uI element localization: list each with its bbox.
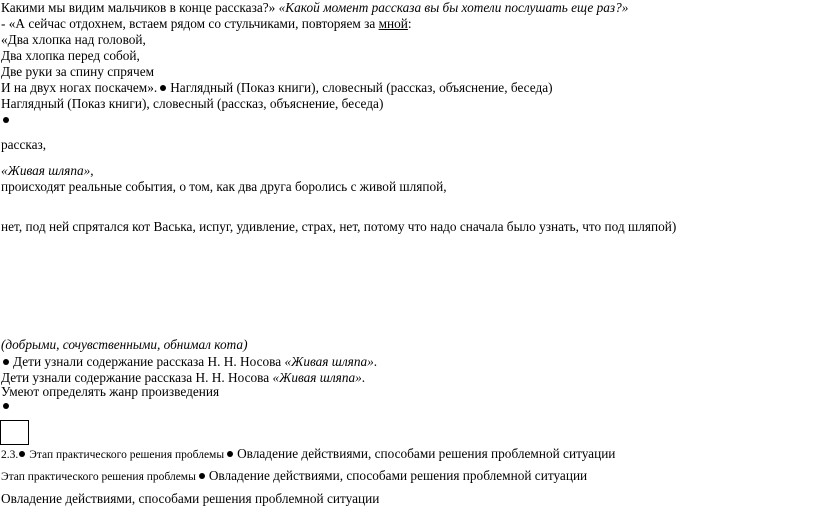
answer-line: нет, под ней спрятался кот Васька, испуг, удивление, страх, нет, потому что надо сначала было узнать, что под шляпой) (1, 219, 677, 234)
bullet-icon (3, 117, 9, 123)
result-period-2: . (361, 370, 366, 385)
poem-line-2: Два хлопка перед собой, (1, 48, 140, 63)
story-title: «Живая шляпа» (1, 163, 91, 178)
line-question (1, 0, 628, 16)
stage-number: 2.3. (1, 449, 19, 461)
genre-line: рассказ, (1, 137, 47, 152)
result-text-2: Дети узнали содержание рассказа Н. Н. Носова (1, 370, 270, 385)
stage-goal-1: Овладение действиями, способами решения проблемной ситуации (237, 446, 616, 461)
bullet-icon (3, 359, 9, 365)
stage-line-2 (1, 468, 587, 485)
poem-line-4 (1, 80, 553, 96)
attitude-line: (добрыми, сочувственными, обнимал кота) (1, 337, 248, 352)
stage-title-1: Этап практического решения проблемы (29, 449, 225, 461)
line-rest-intro (1, 16, 412, 32)
underlined-word: мной (378, 16, 408, 31)
question-text: Какими мы видим мальчиков в конце рассказа?» (1, 0, 276, 15)
title-comma: , (90, 163, 94, 178)
stage-title-2: Этап практического решения проблемы (1, 471, 196, 483)
result-title-2: «Живая шляпа» (272, 370, 362, 385)
bullet-icon (19, 451, 25, 457)
stage-line-1 (1, 446, 615, 463)
methods-text: Наглядный (Показ книги), словесный (рассказ, объяснение, беседа) (170, 80, 553, 95)
poem-line-4-text: И на двух ногах поскачем». (1, 80, 158, 95)
bullet-icon (199, 473, 205, 479)
rest-intro-text: - «А сейчас отдохнем, встаем рядом со стульчиками, повторяем за (1, 16, 376, 31)
poem-line-1: «Два хлопка над головой, (1, 32, 146, 47)
question-italic: «Какой момент рассказа вы бы хотели послушать еще раз?» (278, 0, 629, 15)
bullet-icon (3, 403, 9, 409)
bullet-icon (160, 85, 166, 91)
title-line (1, 163, 94, 179)
bullet-icon (227, 451, 233, 457)
poem-line-3: Две руки за спину спрячем (1, 64, 155, 79)
goal-line: Овладение действиями, способами решения проблемной ситуации (1, 491, 380, 506)
skill-line: Умеют определять жанр произведения (1, 384, 220, 399)
rest-intro-colon: : (407, 16, 412, 31)
bullet-line (1, 112, 13, 128)
result-line-1 (1, 354, 377, 370)
events-line: происходят реальные события, о том, как два друга боролись с живой шляпой, (1, 179, 447, 194)
result-title-1: «Живая шляпа» (284, 354, 374, 369)
bullet-line-2 (1, 398, 13, 414)
empty-cell-box (0, 420, 29, 445)
result-text-1: Дети узнали содержание рассказа Н. Н. Носова (13, 354, 282, 369)
stage-goal-2: Овладение действиями, способами решения проблемной ситуации (208, 468, 588, 483)
methods-line: Наглядный (Показ книги), словесный (рассказ, объяснение, беседа) (1, 96, 384, 111)
result-period-1: . (373, 354, 378, 369)
